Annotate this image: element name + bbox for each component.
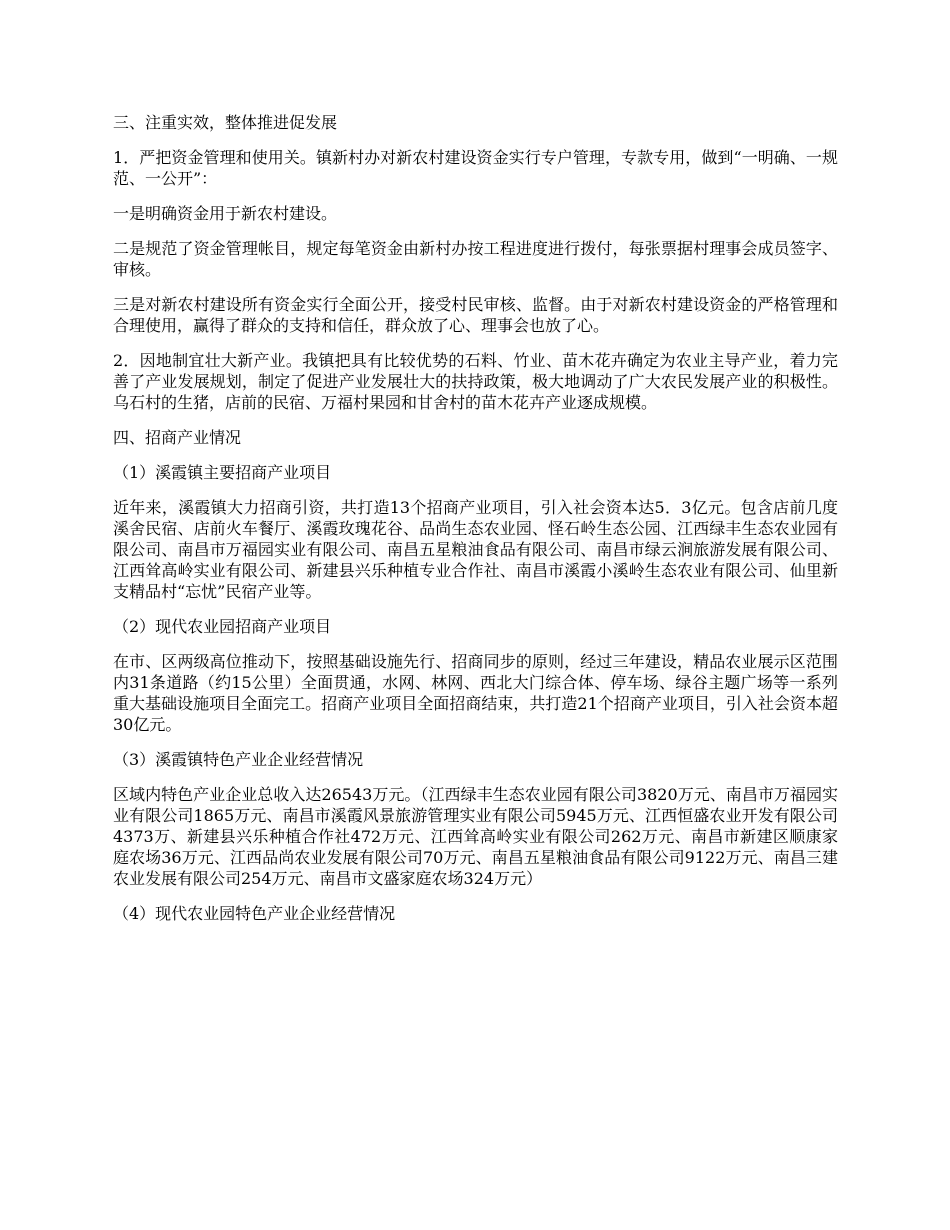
paragraph-modern-agri-park: 在市、区两级高位推动下，按照基础设施先行、招商同步的原则，经过三年建设，精品农业展示区范围内31条道路（约15公里）全面贯通，水网、林网、西北大门综合体、停车场、绿谷主题广场等一系列重大基础设施项目全面完工。招商产业项目全面招商结束，共打造21个招商产业项目，引入社会资本超30亿元。 (113, 652, 838, 734)
subheading-4: （4）现代农业园特色产业企业经营情况 (113, 904, 396, 923)
document-page (113, 112, 838, 938)
paragraph-point-3: 三是对新农村建设所有资金实行全面公开，接受村民审核、监督。由于对新农村建设资金的严格管理和合理使用，赢得了群众的支持和信任，群众放了心、理事会也放了心。 (113, 295, 838, 335)
paragraph-investment-projects: 近年来，溪霞镇大力招商引资，共打造13个招商产业项目，引入社会资本达5．3亿元。包含店前几度溪舍民宿、店前火车餐厅、溪霞玫瑰花谷、品尚生态农业园、怪石岭生态公园、江西绿丰生态农业园有限公司、南昌市万福园实业有限公司、南昌五星粮油食品有限公司、南昌市绿云涧旅游发展有限公司、江西耸高岭实业有限公司、新建县兴乐种植专业合作社、南昌市溪霞小溪岭生态农业有限公司、仙里新支精品村“忘忧”民宿产业等。 (113, 498, 838, 601)
paragraph-fund-management: 1．严把资金管理和使用关。镇新村办对新农村建设资金实行专户管理，专款专用，做到“一明确、一规范、一公开”： (113, 148, 838, 188)
paragraph-enterprise-revenue: 区域内特色产业企业总收入达26543万元。（江西绿丰生态农业园有限公司3820万元、南昌市万福园实业有限公司1865万元、南昌市溪霞风景旅游管理实业有限公司5945万元、江西恒盛农业开发有限公司4373万、新建县兴乐种植合作社472万元、江西耸高岭实业有限公司262万元、南昌市新建区顺康家庭农场36万元、江西品尚农业发展有限公司70万元、南昌五星粮油食品有限公司9122万元、南昌三建农业发展有限公司254万元、南昌市文盛家庭农场324万元） (113, 785, 838, 888)
subheading-2: （2）现代农业园招商产业项目 (113, 617, 332, 636)
paragraph-point-1: 一是明确资金用于新农村建设。 (113, 204, 338, 223)
section-heading-4: 四、招商产业情况 (113, 428, 242, 447)
paragraph-point-2: 二是规范了资金管理帐目，规定每笔资金由新村办按工程进度进行拨付，每张票据村理事会成员签字、审核。 (113, 239, 838, 279)
paragraph-new-industry: 2．因地制宜壮大新产业。我镇把具有比较优势的石料、竹业、苗木花卉确定为农业主导产业，着力完善了产业发展规划，制定了促进产业发展壮大的扶持政策，极大地调动了广大农民发展产业的积极性。乌石村的生猪，店前的民宿、万福村果园和甘舍村的苗木花卉产业逐成规模。 (113, 351, 838, 412)
subheading-1: （1）溪霞镇主要招商产业项目 (113, 463, 332, 482)
subheading-3: （3）溪霞镇特色产业企业经营情况 (113, 750, 364, 769)
section-heading-3: 三、注重实效，整体推进促发展 (113, 113, 338, 132)
